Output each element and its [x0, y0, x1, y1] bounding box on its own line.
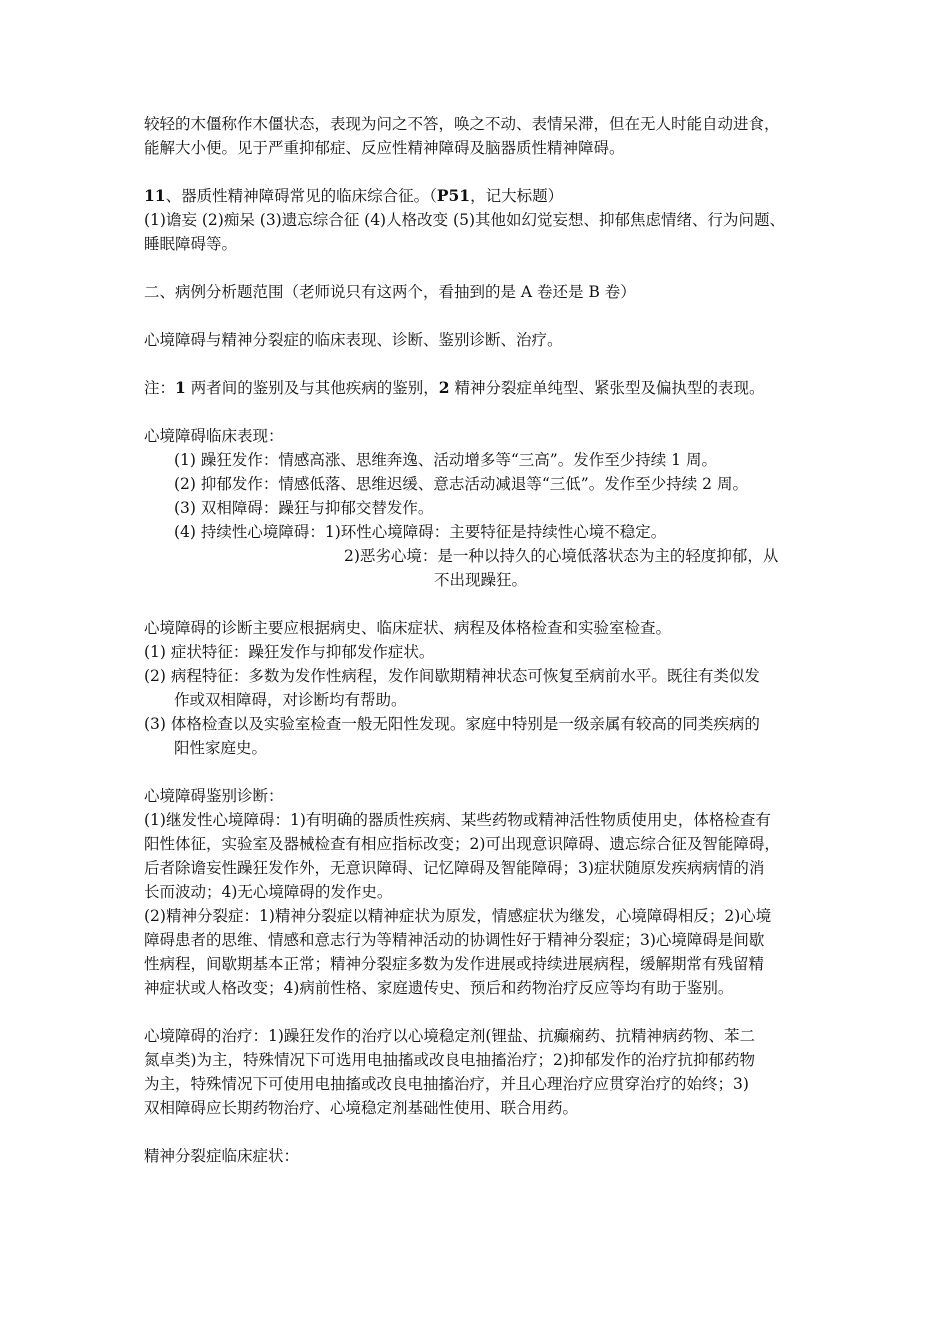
differential-heading: 心境障碍鉴别诊断： — [144, 787, 284, 805]
treatment-line-4: 双相障碍应长期药物治疗、心境稳定剂基础性使用、联合用药。 — [144, 1099, 579, 1117]
topic-line: 心境障碍与精神分裂症的临床表现、诊断、鉴别诊断、治疗。 — [144, 331, 563, 349]
diagnosis-item-2: (2) 病程特征：多数为发作性病程，发作间歇期精神状态可恢复至病前水平。既往有类似发 — [144, 667, 760, 685]
differential-line-3: 后者除谵妄性躁狂发作外，无意识障碍、记忆障碍及智能障碍；3)症状随原发疾病病情的消 — [144, 859, 765, 877]
q11-title — [144, 184, 812, 208]
clinical-item-4: (4) 持续性心境障碍：1)环性心境障碍：主要特征是持续性心境不稳定。 — [174, 523, 667, 541]
clinical-item-3: (3) 双相障碍：躁狂与抑郁交替发作。 — [174, 499, 434, 517]
clinical-sub-2: 不出现躁狂。 — [434, 571, 528, 589]
diagnosis-item-3: (3) 体格检查以及实验室检查一般无阳性发现。家庭中特别是一级亲属有较高的同类疾病的 — [144, 715, 760, 733]
q11-line-1: (1)谵妄 (2)痴呆 (3)遗忘综合征 (4)人格改变 (5)其他如幻觉妄想、抑郁焦虑情绪、行为问题、 — [144, 211, 785, 229]
diagnosis-item-3-cont: 阳性家庭史。 — [174, 739, 268, 757]
diagnosis-item-1: (1) 症状特征：躁狂发作与抑郁发作症状。 — [144, 643, 435, 661]
clinical-heading: 心境障碍临床表现： — [144, 427, 284, 445]
q11-title-text: 、器质性精神障碍常见的临床综合征。（ — [165, 187, 437, 205]
note-text-2: 精神分裂症单纯型、紧张型及偏执型的表现。 — [449, 379, 765, 397]
section-2-heading: 二、病例分析题范围（老师说只有这两个，看抽到的是 A 卷还是 B 卷） — [144, 283, 636, 301]
differential-line-1: (1)继发性心境障碍：1)有明确的器质性疾病、某些药物或精神活性物质使用史，体格检查有 — [144, 811, 771, 829]
intro-line-1: 较轻的木僵称作木僵状态，表现为问之不答，唤之不动、表情呆滞，但在无人时能自动进食， — [144, 115, 780, 133]
intro-line-2: 能解大小便。见于严重抑郁症、反应性精神障碍及脑器质性精神障碍。 — [144, 139, 625, 157]
differential-line-2: 阳性体征，实验室及器械检查有相应指标改变；2)可出现意识障碍、遗忘综合征及智能障碍， — [144, 835, 780, 853]
treatment-line-1: 心境障碍的治疗：1)躁狂发作的治疗以心境稳定剂(锂盐、抗癫痫药、抗精神病药物、苯二 — [144, 1027, 755, 1045]
note-prefix: 注： — [144, 379, 176, 397]
note-line — [144, 376, 812, 400]
differential-line-6: 障碍患者的思维、情感和意志行为等精神活动的协调性好于精神分裂症；3)心境障碍是间歇 — [144, 931, 765, 949]
note-text-1: 两者间的鉴别及与其他疾病的鉴别， — [185, 379, 439, 397]
q11-title-tail: ，记大标题） — [470, 187, 564, 205]
note-num-1: 1 — [175, 378, 186, 397]
clinical-item-2: (2) 抑郁发作：情感低落、思维迟缓、意志活动减退等“三低”。发作至少持续 2 周。 — [174, 475, 748, 493]
treatment-line-2: 氮卓类)为主，特殊情况下可选用电抽搐或改良电抽搐治疗；2)抑郁发作的治疗抗抑郁药物 — [144, 1051, 755, 1069]
differential-line-8: 神症状或人格改变；4)病前性格、家庭遗传史、预后和药物治疗反应等均有助于鉴别。 — [144, 979, 734, 997]
diagnosis-item-2-cont: 作或双相障碍，对诊断均有帮助。 — [174, 691, 407, 709]
differential-line-4: 长而波动；4)无心境障碍的发作史。 — [144, 883, 393, 901]
q11-line-2: 睡眠障碍等。 — [144, 235, 238, 253]
differential-line-5: (2)精神分裂症：1)精神分裂症以精神症状为原发，情感症状为继发，心境障碍相反；2)心境 — [144, 907, 772, 925]
diagnosis-heading: 心境障碍的诊断主要应根据病史、临床症状、病程及体格检查和实验室检查。 — [144, 619, 672, 637]
q11-number: 11 — [144, 186, 166, 205]
clinical-item-1: (1) 躁狂发作：情感高涨、思维奔逸、活动增多等“三高”。发作至少持续 1 周。 — [174, 451, 717, 469]
differential-line-7: 性病程，间歇期基本正常；精神分裂症多数为发作进展或持续进展病程，缓解期常有残留精 — [144, 955, 765, 973]
schizophrenia-heading: 精神分裂症临床症状： — [144, 1147, 300, 1165]
q11-page-ref: P51 — [436, 186, 471, 205]
clinical-sub-1: 2)恶劣心境：是一种以持久的心境低落状态为主的轻度抑郁，从 — [344, 547, 779, 565]
note-num-2: 2 — [438, 378, 450, 397]
document-page — [144, 112, 812, 1168]
treatment-line-3: 为主，特殊情况下可使用电抽搐或改良电抽搐治疗，并且心理治疗应贯穿治疗的始终；3) — [144, 1075, 749, 1093]
